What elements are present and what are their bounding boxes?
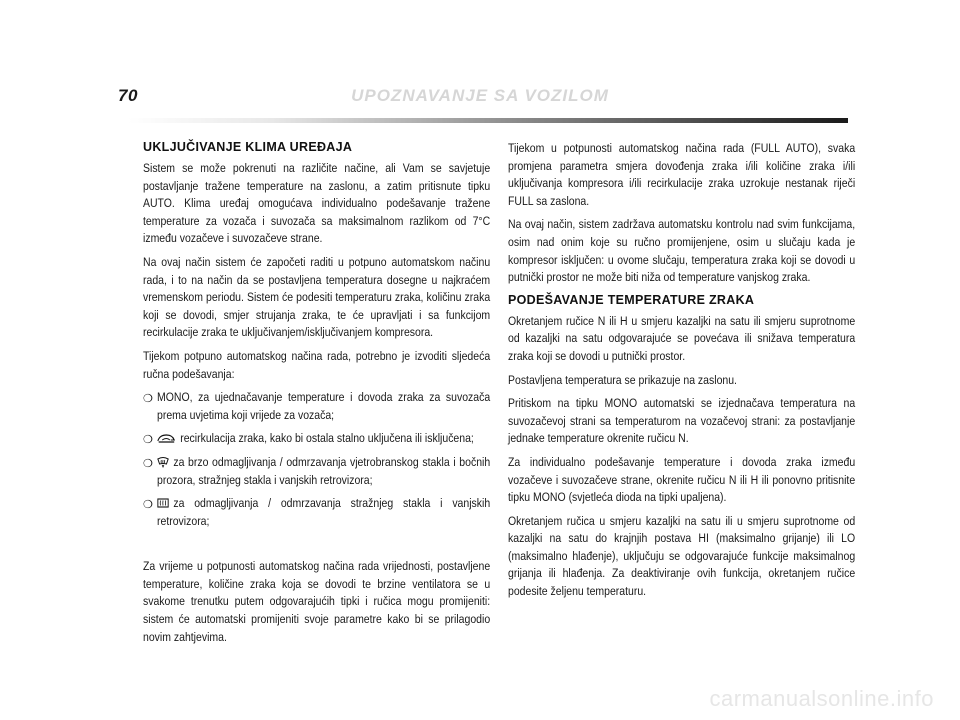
windscreen-defrost-icon: [157, 456, 169, 468]
heading-ac-on: UKLJUČIVANJE KLIMA UREĐAJA: [143, 140, 353, 154]
section-title: UPOZNAVANJE SA VOZILOM: [351, 86, 609, 105]
paragraph: Sistem se može pokrenuti na različite načine, ali Vam se savjetuje postavljanje tražene temperature na zaslonu, a zatim pritisnute tipku AUTO. Klima uređaj omogućava individualno podešavanje tražene temperature za vozača i suvozača sa maksimalnom razlikom od 7°C između vozačeve i suvozačeve strane.: [143, 161, 491, 246]
paragraph: Okretanjem ručice N ili H u smjeru kazaljki na satu ili smjeru suprotnome od kazaljki na satu odgovarajuće se povećava ili snižava temperatura zraka koji se dovodi u putnički prostor.: [508, 313, 856, 363]
list-item: [143, 454, 491, 489]
paragraph: Tijekom potpuno automatskog načina rada, potrebno je izvoditi sljedeća ručna podešavanja:: [143, 348, 491, 381]
paragraph: Za vrijeme u potpunosti automatskog načina rada vrijednosti, postavljene temperature, količine zraka koja se dovodi te brzine ventilatora se u svakome trenutku putem odgovarajućih tipki i ručica mogu promijeniti: sistem će automatski promijeniti svoje parametre kako bi se prilagodio novim zahtjevima.: [143, 559, 491, 644]
spacer: [143, 536, 491, 558]
bullet-icon: ❍: [143, 433, 153, 447]
list-item-text: recirkulacija zraka, kako bi ostala stalno uključena ili isključena;: [180, 431, 474, 446]
paragraph: Okretanjem ručica u smjeru kazaljki na satu ili u smjeru suprotnome od kazaljki na satu do krajnjih postava HI (maksimalno grijanje) ili LO (maksimalno hlađenje), uključuju se odgovarajuće funkcije maksimalnog grijanja ili hlađenja. Za deaktiviranje ovih funkcija, okretanjem ručice podesite željenu temperaturu.: [508, 513, 856, 599]
bullet-icon: ❍: [143, 392, 153, 406]
list-item-text: za odmagljivanja / odmrzavanja stražnjeg stakla i vanjskih retrovizora;: [157, 496, 491, 528]
list-item: [143, 495, 491, 530]
rear-window-defrost-icon: [157, 497, 169, 509]
left-column: [143, 140, 491, 652]
bullet-icon: ❍: [143, 456, 153, 470]
list-item-text: MONO, za ujednačavanje temperature i dovoda zraka za suvozača prema uvjetima koji vrijede za vozača;: [157, 390, 491, 422]
list-item-text: za brzo odmagljivanja / odmrzavanja vjetrobranskog stakla i bočnih prozora, stražnjeg stakla i vanjskih retrovizora;: [157, 454, 491, 487]
page-header: [0, 0, 960, 130]
header-rule: [128, 118, 848, 123]
page-number: 70: [118, 86, 138, 105]
paragraph: Postavljena temperatura se prikazuje na zaslonu.: [508, 372, 737, 387]
recirculation-icon: [157, 432, 176, 444]
list-item: [143, 389, 491, 424]
list-item: [143, 430, 491, 448]
paragraph: Tijekom u potpunosti automatskog načina rada (FULL AUTO), svaka promjena parametra smjera dovođenja zraka i/ili količine zraka i/ili uključivanja kompresora i/ili recirkulacije zraka uzrokuje nestanak riječi FULL sa zaslona.: [508, 141, 856, 208]
watermark: carmanualsonline.info: [709, 686, 934, 711]
heading-air-temperature: PODEŠAVANJE TEMPERATURE ZRAKA: [508, 292, 755, 307]
paragraph: Na ovaj način, sistem zadržava automatsku kontrolu nad svim funkcijama, osim nad onim koje su ručno promijenjene, osim u slučaju kada je kompresor isključen: u ovome slučaju, temperatura zraka koji se dovodi u putnički prostor ne može biti niža od temperature vanjskog zraka.: [508, 217, 856, 285]
paragraph: Na ovaj način sistem će započeti raditi u potpuno automatskom načinu rada, i to na način da se postavljena temperatura dosegne u najkraćem vremenskom periodu. Sistem će podesiti temperaturu zraka, količinu zraka koji se dovodi, smjer strujanja zraka, te će upravljati i sa funkcijom recirkulacije zraka te uključivanjem/isključivanjem kompresora.: [143, 254, 491, 340]
bullet-icon: ❍: [143, 498, 153, 512]
paragraph: Pritiskom na tipku MONO automatski se izjednačava temperatura na suvozačevoj strani sa temperaturom na vozačevoj strani: za postavljanje jednake temperature okrenite ručicu N.: [508, 396, 856, 446]
paragraph: Za individualno podešavanje temperature i dovoda zraka između vozačeve i suvozačeve strane, okrenite ručicu N ili H ili ponovno pritisnite tipku MONO (svjetleća dioda na tipki upaljena).: [508, 454, 856, 505]
right-column: [508, 140, 856, 607]
manual-settings-list: [143, 389, 491, 530]
